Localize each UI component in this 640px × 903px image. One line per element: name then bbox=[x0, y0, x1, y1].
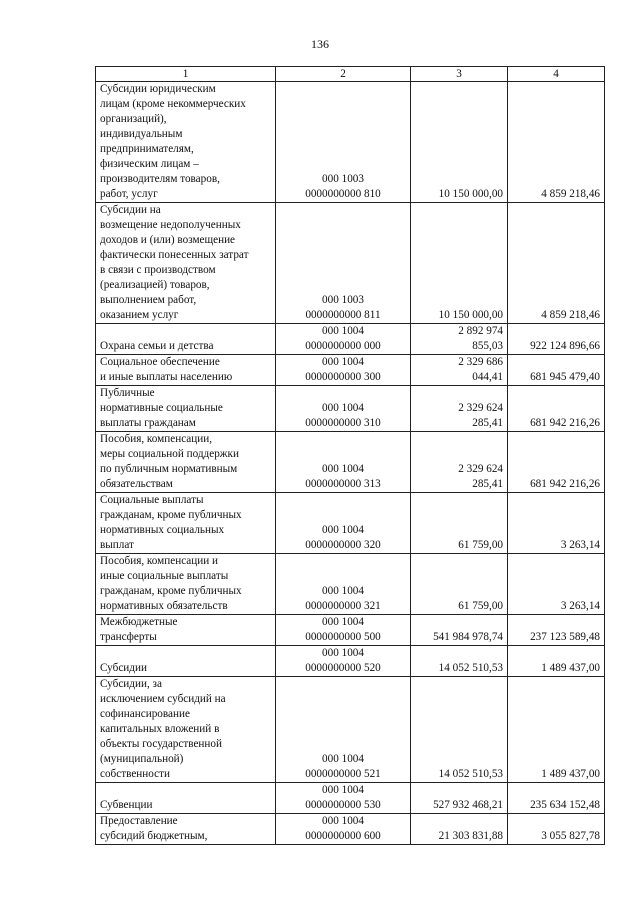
table-row bbox=[96, 615, 605, 646]
table-row bbox=[96, 493, 605, 554]
row-value-col3: 21 303 831,88 bbox=[411, 814, 508, 845]
row-name: Пособия, компенсации и иные социальные выплаты гражданам, кроме публичных нормативных обязательств bbox=[96, 554, 276, 615]
row-name: Субвенции bbox=[96, 783, 276, 814]
row-code: 000 1004 0000000000 300 bbox=[276, 355, 411, 386]
row-value-col3: 2 329 624 285,41 bbox=[411, 386, 508, 432]
row-code: 000 1004 0000000000 520 bbox=[276, 646, 411, 677]
row-value-col3: 527 932 468,21 bbox=[411, 783, 508, 814]
row-value-col4: 1 489 437,00 bbox=[508, 677, 605, 783]
table-row bbox=[96, 324, 605, 355]
table-row bbox=[96, 677, 605, 783]
row-code: 000 1004 0000000000 500 bbox=[276, 615, 411, 646]
table-row bbox=[96, 783, 605, 814]
row-value-col3: 541 984 978,74 bbox=[411, 615, 508, 646]
row-value-col4: 3 055 827,78 bbox=[508, 814, 605, 845]
row-code: 000 1003 0000000000 811 bbox=[276, 203, 411, 324]
row-value-col3: 10 150 000,00 bbox=[411, 82, 508, 203]
row-value-col4: 681 945 479,40 bbox=[508, 355, 605, 386]
row-name: Предоставление субсидий бюджетным, bbox=[96, 814, 276, 845]
row-value-col3: 14 052 510,53 bbox=[411, 677, 508, 783]
row-name: Межбюджетные трансферты bbox=[96, 615, 276, 646]
row-value-col4: 4 859 218,46 bbox=[508, 203, 605, 324]
row-value-col4: 1 489 437,00 bbox=[508, 646, 605, 677]
row-name: Субсидии юридическим лицам (кроме некоммерческих организаций), индивидуальным предпринимателям, физическим лицам – производителям товаров, работ, услуг bbox=[96, 82, 276, 203]
row-value-col4: 237 123 589,48 bbox=[508, 615, 605, 646]
row-code: 000 1004 0000000000 530 bbox=[276, 783, 411, 814]
table-row bbox=[96, 82, 605, 203]
row-value-col4: 922 124 896,66 bbox=[508, 324, 605, 355]
row-value-col3: 2 329 624 285,41 bbox=[411, 432, 508, 493]
row-code: 000 1004 0000000000 320 bbox=[276, 493, 411, 554]
table-row bbox=[96, 386, 605, 432]
row-value-col4: 4 859 218,46 bbox=[508, 82, 605, 203]
row-code: 000 1004 0000000000 313 bbox=[276, 432, 411, 493]
row-name: Субсидии на возмещение недополученных доходов и (или) возмещение фактически понесенных затрат в связи с производством (реализацией) товаров, выполнением работ, оказанием услуг bbox=[96, 203, 276, 324]
column-header-4: 4 bbox=[508, 67, 605, 82]
table-row bbox=[96, 355, 605, 386]
row-name: Пособия, компенсации, меры социальной поддержки по публичным нормативным обязательствам bbox=[96, 432, 276, 493]
row-name: Публичные нормативные социальные выплаты гражданам bbox=[96, 386, 276, 432]
budget-table bbox=[95, 66, 605, 845]
column-header-1: 1 bbox=[96, 67, 276, 82]
row-value-col4: 681 942 216,26 bbox=[508, 386, 605, 432]
row-name: Субсидии bbox=[96, 646, 276, 677]
column-header-3: 3 bbox=[411, 67, 508, 82]
column-header-2: 2 bbox=[276, 67, 411, 82]
row-value-col3: 61 759,00 bbox=[411, 493, 508, 554]
row-value-col4: 3 263,14 bbox=[508, 493, 605, 554]
row-code: 000 1003 0000000000 810 bbox=[276, 82, 411, 203]
row-value-col4: 3 263,14 bbox=[508, 554, 605, 615]
row-name: Социальные выплаты гражданам, кроме публичных нормативных социальных выплат bbox=[96, 493, 276, 554]
row-name: Социальное обеспечение и иные выплаты населению bbox=[96, 355, 276, 386]
table-row bbox=[96, 203, 605, 324]
row-code: 000 1004 0000000000 000 bbox=[276, 324, 411, 355]
row-value-col3: 10 150 000,00 bbox=[411, 203, 508, 324]
table-row bbox=[96, 554, 605, 615]
table-row bbox=[96, 814, 605, 845]
page-number: 136 bbox=[311, 37, 329, 51]
row-name: Охрана семьи и детства bbox=[96, 324, 276, 355]
row-code: 000 1004 0000000000 321 bbox=[276, 554, 411, 615]
table-row bbox=[96, 646, 605, 677]
row-code: 000 1004 0000000000 310 bbox=[276, 386, 411, 432]
table-row bbox=[96, 432, 605, 493]
row-code: 000 1004 0000000000 521 bbox=[276, 677, 411, 783]
row-name: Субсидии, за исключением субсидий на софинансирование капитальных вложений в объекты государственной (муниципальной) собственности bbox=[96, 677, 276, 783]
row-value-col4: 235 634 152,48 bbox=[508, 783, 605, 814]
row-code: 000 1004 0000000000 600 bbox=[276, 814, 411, 845]
row-value-col3: 2 329 686 044,41 bbox=[411, 355, 508, 386]
row-value-col3: 14 052 510,53 bbox=[411, 646, 508, 677]
table-header-row bbox=[96, 67, 605, 82]
row-value-col3: 61 759,00 bbox=[411, 554, 508, 615]
row-value-col4: 681 942 216,26 bbox=[508, 432, 605, 493]
row-value-col3: 2 892 974 855,03 bbox=[411, 324, 508, 355]
